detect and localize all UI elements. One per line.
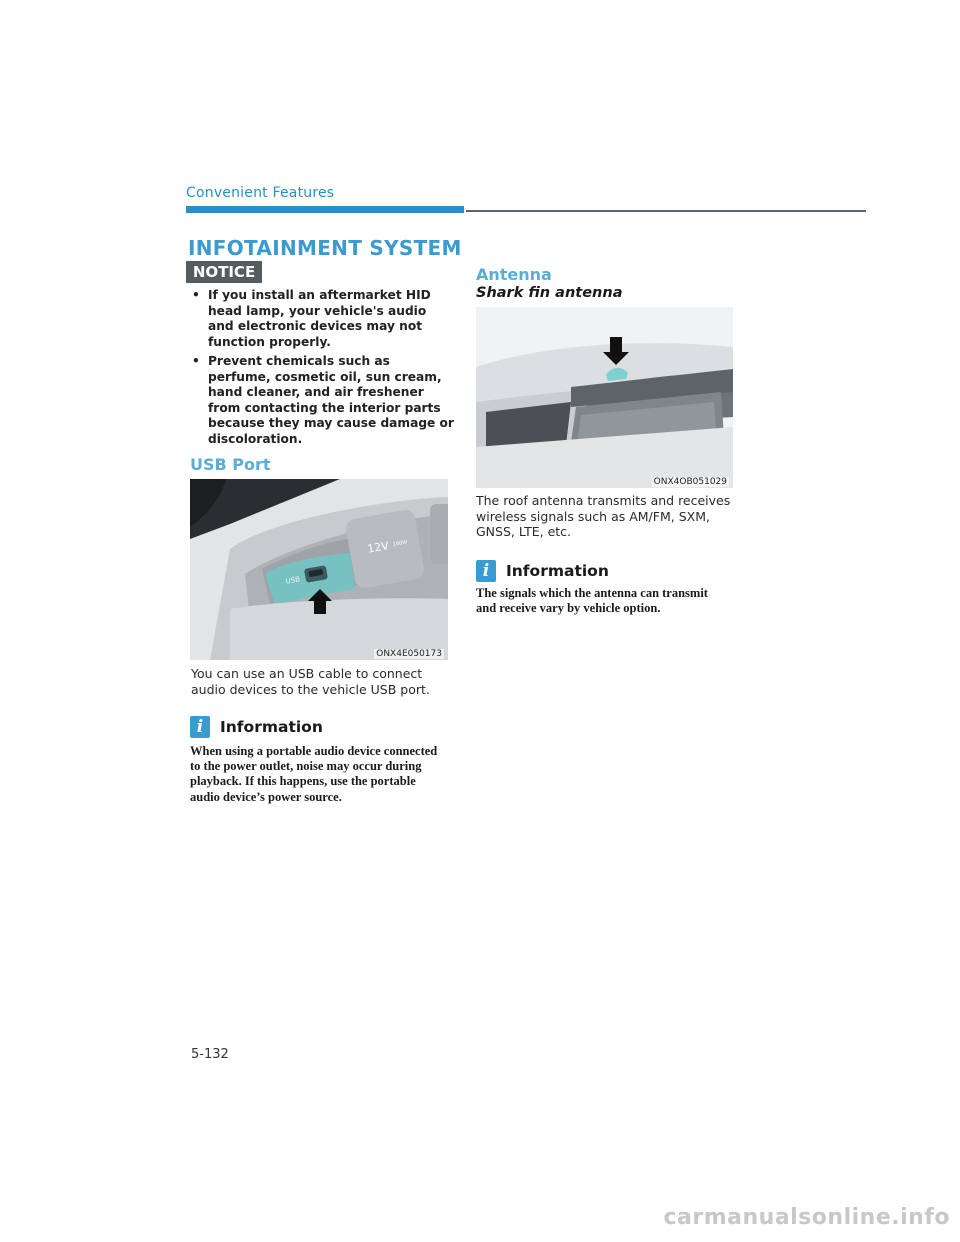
notice-badge: NOTICE — [186, 261, 262, 283]
notice-item: • If you install an aftermarket HID head lamp, your vehicle's audio and electronic devices may not function properly. — [192, 288, 456, 350]
usb-port-illustration — [190, 479, 448, 660]
antenna-photo-caption: ONX4OB051029 — [653, 477, 727, 487]
antenna-subheading: Shark fin antenna — [476, 285, 623, 301]
notice-list — [192, 288, 456, 451]
antenna-info-text: The signals which the antenna can transmit and receive vary by vehicle option. — [476, 586, 708, 616]
notice-item: • Prevent chemicals such as perfume, cosmetic oil, sun cream, hand cleaner, and air freshener from contacting the interior parts because they may cause damage or discoloration. — [192, 354, 456, 447]
info-icon: i — [476, 560, 496, 582]
antenna-heading: Antenna — [476, 265, 552, 284]
svg-text:USB: USB — [285, 575, 301, 586]
header-bar-rule — [466, 210, 866, 212]
header-title: Convenient Features — [186, 185, 335, 201]
usb-photo — [190, 479, 448, 660]
svg-text:180W: 180W — [392, 539, 408, 548]
usb-info-header — [190, 716, 323, 738]
usb-body-text: You can use an USB cable to connect audio devices to the vehicle USB port. — [191, 666, 430, 697]
antenna-body-text: The roof antenna transmits and receives wireless signals such as AM/FM, SXM, GNSS, LTE, etc. — [476, 493, 731, 539]
antenna-illustration — [476, 307, 733, 488]
info-icon: i — [190, 716, 210, 738]
page-number: 5-132 — [191, 1047, 229, 1062]
usb-heading: USB Port — [190, 455, 271, 474]
antenna-photo — [476, 307, 733, 488]
usb-photo-caption: ONX4E050173 — [376, 649, 442, 659]
usb-info-label: Information — [220, 718, 323, 736]
watermark: carmanualsonline.info — [663, 1205, 950, 1230]
section-title: INFOTAINMENT SYSTEM — [188, 236, 462, 260]
svg-text:12V: 12V — [366, 539, 390, 556]
antenna-info-label: Information — [506, 562, 609, 580]
usb-info-text: When using a portable audio device connected to the power outlet, noise may occur during playback. If this happens, use the portable audio device’s power source. — [190, 744, 438, 804]
header-bar-accent — [186, 206, 464, 213]
antenna-info-header — [476, 560, 609, 582]
